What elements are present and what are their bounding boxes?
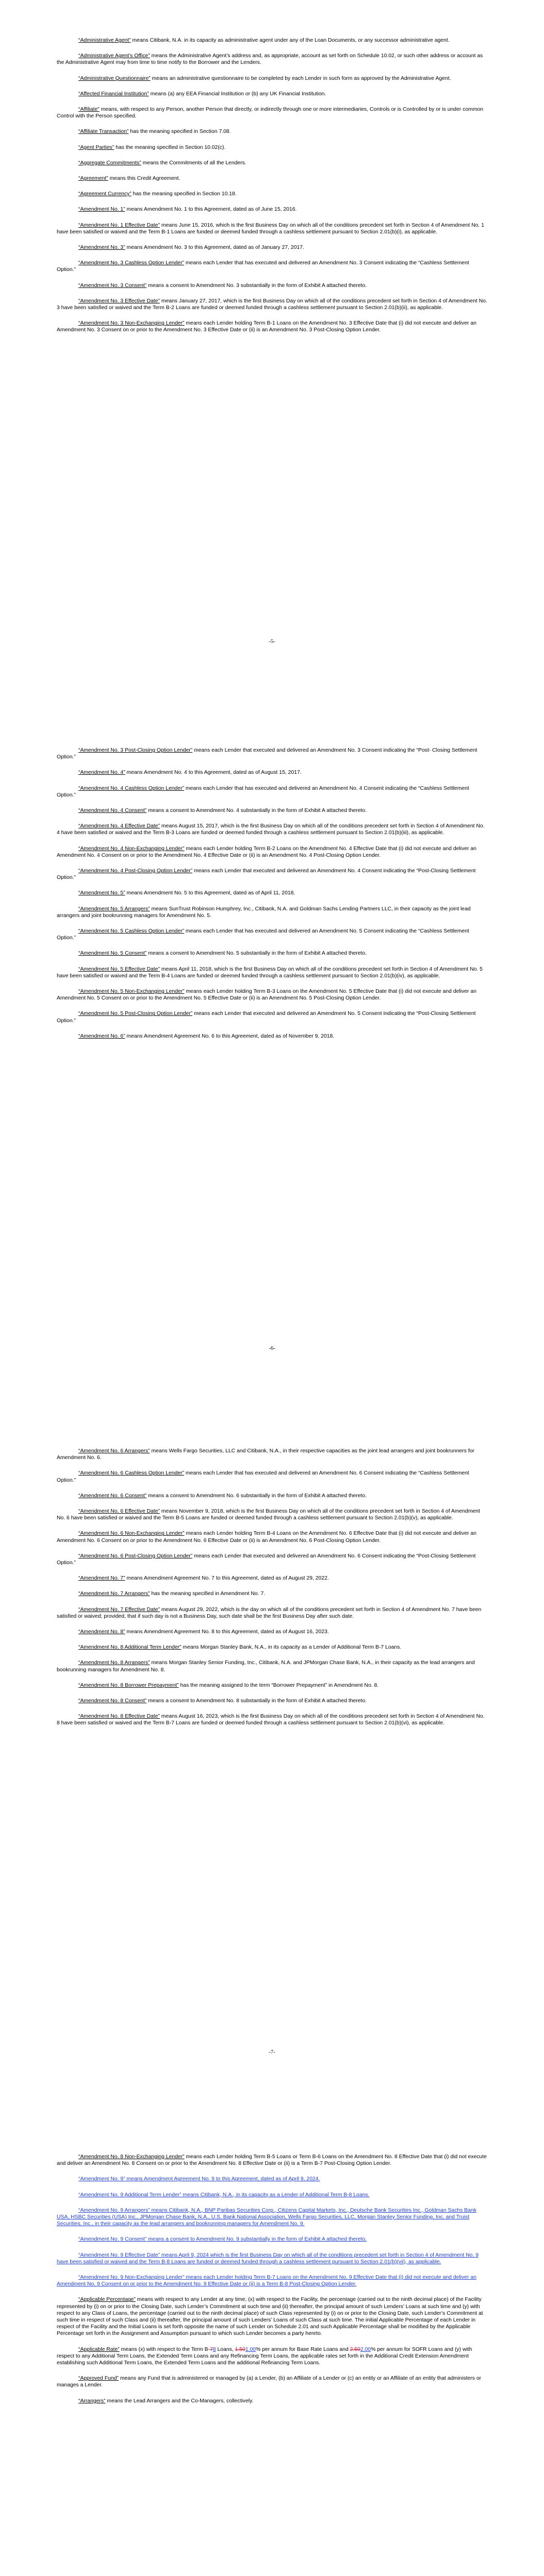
page-7-content xyxy=(0,1448,544,1736)
paragraph-gap xyxy=(57,1727,487,1736)
paragraph-gap xyxy=(57,2337,487,2346)
paragraph-gap xyxy=(57,799,487,807)
definition-paragraph xyxy=(57,1590,487,1597)
paragraph-gap xyxy=(57,941,487,950)
paragraph-gap xyxy=(57,44,487,53)
definition-text: means Wells Fargo Securities, LLC and Citibank, N.A., in their respective capacities as the joint lead arrangers and joint bookrunners for Amendment No. 6. xyxy=(57,1448,474,1461)
definition-text: means Amendment Agreement No. 9 to this Agreement, dated as of April 9, 2024. xyxy=(125,2176,320,2182)
page-6 xyxy=(0,747,544,1048)
definition-text: has the meaning specified in Amendment No. 7. xyxy=(150,1591,266,1597)
definition-text: has the meaning specified in Section 10.02(c). xyxy=(114,144,226,150)
paragraph-gap xyxy=(57,213,487,222)
defined-term: “Amendment No. 5 Cashless Option Lender” xyxy=(78,928,185,935)
definition-paragraph xyxy=(57,928,487,941)
defined-term: “Amendment No. 6 Non-Exchanging Lender” xyxy=(78,1531,185,1537)
paragraph-gap xyxy=(57,2227,487,2236)
paragraph-gap xyxy=(57,1040,487,1048)
definition-text: means a consent to Amendment No. 3 substantially in the form of Exhibit A attached thereto. xyxy=(146,282,367,289)
paragraph-gap xyxy=(57,97,487,106)
definition-paragraph xyxy=(57,1530,487,1544)
definition-text: means each Lender that has executed and delivered an Amendment No. 5 Consent indicating the “Cashless Settlement Option.” xyxy=(57,928,469,941)
paragraph-gap xyxy=(57,1566,487,1575)
defined-term: “Amendment No. 6 Post-Closing Option Lender” xyxy=(78,1553,193,1559)
defined-term: “Aggregate Commitments” xyxy=(78,160,141,166)
defined-term: “Applicable Percentage” xyxy=(78,2297,136,2303)
definition-text: % per annum for Base Rate Loans and xyxy=(256,2346,350,2352)
inserted-text: 1.00 xyxy=(245,2346,256,2352)
definition-text: means Amendment No. 5 to this Agreement, dated as of April 11, 2018. xyxy=(125,890,295,896)
definition-paragraph xyxy=(57,53,487,66)
definition-paragraph xyxy=(57,1629,487,1635)
page-number-7: -7- xyxy=(269,2049,275,2055)
definition-text: means Citibank, N.A., BNP Paribas Securities Corp., Citizens Capital Markets, Inc., Deutsche Bank Securities Inc., Goldman Sachs Bank USA, HSBC Securities (USA) Inc., JPMorgan Chase Bank, N.A., U.S. Bank National Association, Wells Fargo Securities, LLC, Morgan Stanley Senior Funding, Inc. and Truist Securities, Inc., in their capacity as the lead arrangers and bookrunning managers for Amendment No. 9. xyxy=(57,2207,476,2227)
paragraph-gap xyxy=(57,2389,487,2398)
defined-term: “Amendment No. 7 Arrangers” xyxy=(78,1591,150,1597)
defined-term: “Applicable Rate” xyxy=(78,2346,120,2352)
definition-paragraph xyxy=(57,868,487,881)
deleted-text: 7 xyxy=(210,2346,213,2352)
defined-term: “Amendment No. 8 Consent” xyxy=(78,1698,147,1704)
definition-paragraph xyxy=(57,1713,487,1726)
paragraph-gap xyxy=(57,2198,487,2207)
page-8-content xyxy=(0,2154,544,2413)
definition-text: means April 11, 2018, which is the first Business Day on which all of the conditions precedent set forth in Section 4 of Amendment No. 5 have been satisfied or waived and the Term B-4 Loans are funded or deemed funded through a cashless settlement pursuant to Section 2.01(b)(iv), as applicable. xyxy=(57,966,483,979)
definition-text: means (x) with respect to the Term B- xyxy=(119,2346,210,2352)
deleted-text: 2.50 xyxy=(350,2346,360,2352)
definition-paragraph xyxy=(57,966,487,979)
definition-paragraph xyxy=(57,2398,487,2404)
definition-paragraph xyxy=(57,769,487,776)
definition-paragraph xyxy=(57,2296,487,2337)
definition-paragraph xyxy=(57,1493,487,1499)
defined-term: “Amendment No. 8 Additional Term Lender” xyxy=(78,1645,182,1651)
definition-text: means this Credit Agreement. xyxy=(108,176,180,182)
paragraph-gap xyxy=(57,197,487,206)
definition-paragraph xyxy=(57,906,487,919)
defined-term: “Amendment No. 5 Consent” xyxy=(78,951,147,957)
definition-text: means each Lender that has executed and delivered an Amendment No. 4 Consent indicating the “Cashless Settlement Option.” xyxy=(57,785,469,798)
paragraph-gap xyxy=(57,2243,487,2252)
definition-paragraph xyxy=(57,785,487,799)
definition-paragraph xyxy=(57,1033,487,1040)
defined-term: “Amendment No. 9 Arrangers” xyxy=(78,2207,150,2213)
definition-text: means August 16, 2023, which is the first Business Day on which all of the conditions precedent set forth in Section 4 of Amendment No. 8 have been satisfied or waived and the Term B-7 Loans are funded or deemed funded through a cashless settlement pursuant to Section 2.01(b)(vi), as applicable. xyxy=(57,1714,485,1726)
definition-paragraph xyxy=(57,320,487,333)
definition-text: means any Fund that is administered or managed by (a) a Lender, (b) an Affiliate of a Lender or (c) an entity or an Affiliate of an entity that administers or manages a Lender. xyxy=(57,2376,482,2388)
definition-paragraph xyxy=(57,823,487,836)
paragraph-gap xyxy=(57,837,487,845)
defined-term: “Amendment No. 8 Arrangers” xyxy=(78,1660,150,1666)
page-5-content xyxy=(0,37,544,343)
defined-term: “Administrative Agent” xyxy=(78,38,131,43)
definition-paragraph xyxy=(57,37,487,44)
defined-term: “Agreement Currency” xyxy=(78,191,131,197)
defined-term: “Amendment No. 4 Cashless Option Lender” xyxy=(78,785,185,791)
inserted-text: 8 xyxy=(212,2346,216,2352)
defined-term: “Amendment No. 7 Effective Date” xyxy=(78,1606,160,1613)
defined-term: “Amendment No. 9” xyxy=(78,2176,125,2182)
defined-term: “Amendment No. 8 Effective Date” xyxy=(78,1714,160,1720)
definition-paragraph xyxy=(57,1659,487,1673)
definition-text: means Amendment Agreement No. 6 to this Agreement, dated as of November 9, 2018. xyxy=(125,1033,335,1039)
definition-text: means a consent to Amendment No. 5 substantially in the form of Exhibit A attached thereto. xyxy=(146,951,367,957)
defined-term: “Amendment No. 4 Consent” xyxy=(78,808,147,814)
defined-term: “Amendment No. 6 Effective Date” xyxy=(78,1509,160,1515)
definition-text: means August 29, 2022, which is the day on which all of the conditions precedent set forth in Section 4 of Amendment No. 7 have been satisfied or waived; provided, that if such day is not a Business Day, such date shall be the first Business Day after such date. xyxy=(57,1606,482,1619)
definition-text: means April 9, 2024 which is the first Business Day on which all of the conditions precedent set forth in Section 4 of Amendment No. 9 have been satisfied or waived and the Term B-8 Loans are funded or deemed funded through a cashless settlement pursuant to Section 2.01(b)(vii), as applicable. xyxy=(57,2252,479,2265)
definition-paragraph xyxy=(57,807,487,814)
paragraph-gap xyxy=(57,957,487,966)
defined-term: “Agent Parties” xyxy=(78,144,114,150)
definition-paragraph xyxy=(57,222,487,235)
definition-paragraph xyxy=(57,2274,487,2287)
definition-paragraph xyxy=(57,950,487,957)
definition-paragraph xyxy=(57,2346,487,2367)
definition-text: means the Lead Arrangers and the Co-Managers, collectively. xyxy=(105,2398,254,2404)
paragraph-gap xyxy=(57,1582,487,1590)
paragraph-gap xyxy=(57,1002,487,1010)
paragraph-gap xyxy=(57,1544,487,1553)
defined-term: “Amendment No. 4” xyxy=(78,770,125,776)
definition-paragraph xyxy=(57,1606,487,1620)
paragraph-gap xyxy=(57,1461,487,1470)
definition-paragraph xyxy=(57,244,487,251)
defined-term: “Affiliate Transaction” xyxy=(78,129,129,135)
definition-text: % per annum for SOFR Loans and (y) with respect to any Additional Term Loans, the Extended Term Loans and any Refinancing Term Loans, the applicable rates set forth in the Additional Credit Extension Amendment establishing such Additional Term Loans, the Extended Term Loans and the additional Refinancing Term Loans. xyxy=(57,2346,472,2366)
definition-text: means August 15, 2017, which is the first Business Day on which all of the conditions precedent set forth in Section 4 of Amendment No. 4 have been satisfied or waived and the Term B-3 Loans are funded or deemed funded through a cashless settlement pursuant to Section 2.01(b)(iii), as applicable. xyxy=(57,823,485,836)
paragraph-gap xyxy=(57,1499,487,1508)
defined-term: “Amendment No. 3 Non-Exchanging Lender” xyxy=(78,320,185,327)
definition-paragraph xyxy=(57,106,487,120)
definition-text: means a consent to Amendment No. 6 substantially in the form of Exhibit A attached thereto. xyxy=(146,1493,367,1499)
defined-term: “Amendment No. 4 Post-Closing Option Lender” xyxy=(78,868,193,874)
definition-text: means with respect to any Lender at any time, (x) with respect to the Facility, the percentage (carried out to the ninth decimal place) of the Facility represented by (i) on or prior to the Closing Date, such Lender’s Commitment at such time and (ii) thereafter, the principal amount of such Lenders’ Loans at such time and (y) with respect to any Class of Loans, the percentage (carried out to the ninth decimal place) of such Class represented by (i) on or prior to the Closing Date, such Lender’s Commitment at such time in respect of such Class and (ii) thereafter, the principal amount of such Lenders’ Loans of such Class at such time. The initial Applicable Percentage of each Lender in respect of the Facility and the Initial Loans is set forth opposite the name of such Lender on Schedule 2.01 and such Applicable Percentage shall be modified by the Applicable Percentage set forth in the Assignment and Assumption pursuant to which such Lender becomes a party hereto. xyxy=(57,2297,483,2337)
definition-text: means Morgan Stanley Bank, N.A., in its capacity as a Lender of Additional Term B-7 Loans. xyxy=(181,1645,402,1651)
paragraph-gap xyxy=(57,1704,487,1713)
paragraph-gap xyxy=(57,120,487,128)
paragraph-gap xyxy=(57,1651,487,1659)
defined-term: “Amendment No. 3 Consent” xyxy=(78,282,147,289)
definition-paragraph xyxy=(57,747,487,760)
defined-term: “Agreement” xyxy=(78,176,108,182)
definition-paragraph xyxy=(57,2192,487,2198)
defined-term: “Amendment No. 9 Effective Date” xyxy=(78,2252,160,2258)
page-number-5: -5- xyxy=(269,639,275,645)
definition-text: means, with respect to any Person, another Person that directly, or indirectly through one or more intermediaries, Controls or is Controlled by or is under common Control with the Person specified. xyxy=(57,107,484,120)
definition-text: means each Lender that executed and delivered an Amendment No. 3 Consent indicating the “Post- Closing Settlement Option.” xyxy=(57,748,477,760)
defined-term: “Amendment No. 9 Non-Exchanging Lender” xyxy=(78,2275,185,2281)
page-6-content xyxy=(0,747,544,1048)
defined-term: “Amendment No. 7” xyxy=(78,1575,125,1582)
defined-term: “Amendment No. 5 Effective Date” xyxy=(78,966,160,972)
definition-text: has the meaning specified in Section 7.08. xyxy=(128,129,231,135)
definition-paragraph xyxy=(57,988,487,1002)
paragraph-gap xyxy=(57,1689,487,1698)
paragraph-gap xyxy=(57,274,487,282)
definition-paragraph xyxy=(57,91,487,97)
page-7 xyxy=(0,1448,544,1736)
paragraph-gap xyxy=(57,182,487,191)
paragraph-gap xyxy=(57,2366,487,2375)
paragraph-gap xyxy=(57,2183,487,2192)
definition-text: means each Lender holding Term B-3 Loans on the Amendment No. 5 Effective Date that (i) did not execute and deliver an Amendment No. 5 Consent on or prior to the Amendment No. 5 Effective Date or (ii) is an Amendment No. 5 Post-Closing Option Lender. xyxy=(57,989,476,1002)
defined-term: “Affected Financial Institution” xyxy=(78,91,149,97)
defined-term: “Amendment No. 8 Borrower Prepayment” xyxy=(78,1682,179,1688)
definition-text: means each Lender that executed and delivered an Amendment No. 5 Consent indicating the “Post-Closing Settlement Option.” xyxy=(57,1011,476,1024)
definition-text: means Amendment No. 4 to this Agreement, dated as of August 15, 2017. xyxy=(125,770,302,776)
paragraph-gap xyxy=(57,1521,487,1530)
paragraph-gap xyxy=(57,311,487,320)
definition-text: means June 15, 2016, which is the first Business Day on which all of the conditions precedent set forth in Section 4 of Amendment No. 1 have been satisfied or waived and the Term B-1 Loans are funded or deemed funded through a cashless settlement pursuant to Section 2.01(b)(i), as applicable. xyxy=(57,222,485,235)
defined-term: “Amendment No. 3 Cashless Option Lender” xyxy=(78,260,185,266)
paragraph-gap xyxy=(57,135,487,144)
definition-paragraph xyxy=(57,206,487,213)
paragraph-gap xyxy=(57,2265,487,2274)
definition-text: Loans, xyxy=(216,2346,235,2352)
definition-paragraph xyxy=(57,298,487,311)
defined-term: “Approved Fund” xyxy=(78,2376,119,2382)
definition-paragraph xyxy=(57,1575,487,1582)
paragraph-gap xyxy=(57,897,487,906)
page-number-6: -6- xyxy=(269,1346,275,1351)
defined-term: “Amendment No. 6” xyxy=(78,1033,125,1039)
paragraph-gap xyxy=(57,760,487,769)
paragraph-gap xyxy=(57,289,487,298)
defined-term: “Amendment No. 3 Post-Closing Option Lender” xyxy=(78,748,193,753)
definition-paragraph xyxy=(57,2236,487,2243)
defined-term: “Amendment No. 9 Additional Term Lender” xyxy=(78,2192,182,2198)
definition-paragraph xyxy=(57,1448,487,1461)
defined-term: “Amendment No. 5 Non-Exchanging Lender” xyxy=(78,989,185,995)
definition-text: has the meaning assigned to the term “Borrower Prepayment” in Amendment No. 8. xyxy=(178,1682,379,1688)
definition-text: means Amendment No. 3 to this Agreement, dated as of January 27, 2017. xyxy=(125,245,304,251)
definition-paragraph xyxy=(57,1553,487,1566)
paragraph-gap xyxy=(57,814,487,823)
paragraph-gap xyxy=(57,235,487,244)
definition-text: means November 9, 2018, which is the first Business Day on which all of the conditions precedent set forth in Section 4 of Amendment No. 6 have been satisfied or waived and the Term B-5 Loans are funded or deemed funded through a cashless settlement pursuant to Section 2.01(b)(v), as applicable. xyxy=(57,1509,480,1521)
definition-paragraph xyxy=(57,2207,487,2228)
defined-term: “Amendment No. 1” xyxy=(78,207,125,213)
definition-text: means each Lender that executed and delivered an Amendment No. 6 Consent indicating the “Post-Closing Settlement Option.” xyxy=(57,1553,476,1566)
definition-paragraph xyxy=(57,2252,487,2265)
definition-text: means Amendment Agreement No. 8 to this Agreement, dated as of August 16, 2023. xyxy=(125,1629,329,1635)
definition-text: means Citibank, N.A., in its capacity as a Lender of Additional Term B-8 Loans. xyxy=(181,2192,370,2198)
paragraph-gap xyxy=(57,979,487,988)
definition-text: means each Lender holding Term B-7 Loans on the Amendment No. 9 Effective Date that (i) did not execute and deliver an Amendment No. 9 Consent on or prior to the Amendment No. 9 Effective Date or (ii) is a Term B-8 Post-Closing Option Lender. xyxy=(57,2275,476,2287)
definition-text: means Morgan Stanley Senior Funding, Inc., Citibank, N.A. and JPMorgan Chase Bank, N.A., in their capacity as the lead arrangers and bookrunning managers for Amendment No. 8. xyxy=(57,1660,475,1673)
definition-text: means a consent to Amendment No. 9 substantially in the form of Exhibit A attached thereto. xyxy=(146,2236,367,2243)
paragraph-gap xyxy=(57,776,487,785)
definition-text: means Citibank, N.A. in its capacity as administrative agent under any of the Loan Documents, or any successor administrative agent. xyxy=(130,38,450,43)
defined-term: “Administrative Agent’s Office” xyxy=(78,53,150,59)
definition-text: means an administrative questionnaire to be completed by each Lender in such form as approved by the Administrative Agent. xyxy=(150,75,451,81)
definition-paragraph xyxy=(57,128,487,135)
deleted-text: 1.50 xyxy=(235,2346,245,2352)
definition-paragraph xyxy=(57,1010,487,1024)
definition-text: means a consent to Amendment No. 4 substantially in the form of Exhibit A attached thereto. xyxy=(146,808,367,814)
definition-text: means each Lender holding Term B-5 Loans or Term B-6 Loans on the Amendment No. 8 Effective Date that (i) did not execute and deliver an Amendment No. 8 Consent on or prior to the Amendment No. 8 Effective Date or (ii) is a Term B-7 Post-Closing Option Lender. xyxy=(57,2154,487,2167)
definition-text: means the Administrative Agent’s address and, as appropriate, account as set forth on Schedule 10.02, or such other address or account as the Administrative Agent may from time to time notify to the Borrower and the Lenders. xyxy=(57,53,483,66)
definition-text: means Amendment Agreement No. 7 to this Agreement, dated as of August 29, 2022. xyxy=(125,1575,329,1582)
definition-paragraph xyxy=(57,1698,487,1704)
definition-paragraph xyxy=(57,1508,487,1521)
paragraph-gap xyxy=(57,82,487,91)
definition-text: means Amendment No. 1 to this Agreement, dated as of June 15, 2016. xyxy=(125,207,297,213)
definition-text: means each Lender that has executed and delivered an Amendment No. 6 Consent indicating the “Cashless Settlement Option.” xyxy=(57,1470,469,1483)
definition-text: means each Lender holding Term B-4 Loans on the Amendment No. 6 Effective Date that (i) did not execute and deliver an Amendment No. 6 Consent on or prior to the Amendment No. 6 Effective Date or (ii) is an Amendment No. 6 Post-Closing Option Lender. xyxy=(57,1531,476,1544)
defined-term: “Amendment No. 5 Post-Closing Option Lender” xyxy=(78,1011,193,1017)
paragraph-gap xyxy=(57,881,487,890)
definition-text: means each Lender holding Term B-2 Loans on the Amendment No. 4 Effective Date that (i) did not execute and deliver an Amendment No. 4 Consent on or prior to the Amendment No. 4 Effective Date or (ii) is an Amendment No. 4 Post-Closing Option Lender. xyxy=(57,845,476,858)
definition-text: means January 27, 2017, which is the first Business Day on which all of the conditions precedent set forth in Section 4 of Amendment No. 3 have been satisfied or waived and the Term B-2 Loans are funded or deemed funded through a cashless settlement pursuant to Section 2.01(b)(ii), as applicable. xyxy=(57,298,487,311)
defined-term: “Amendment No. 4 Non-Exchanging Lender” xyxy=(78,845,185,852)
inserted-text: 2.00 xyxy=(360,2346,371,2352)
defined-term: “Affiliate” xyxy=(78,107,100,113)
defined-term: “Amendment No. 8 Non-Exchanging Lender” xyxy=(78,2154,185,2160)
definition-paragraph xyxy=(57,845,487,859)
page-5 xyxy=(0,37,544,343)
definition-paragraph xyxy=(57,2176,487,2182)
defined-term: “Amendment No. 3 Effective Date” xyxy=(78,298,160,304)
definition-paragraph xyxy=(57,1470,487,1483)
definition-paragraph xyxy=(57,1682,487,1689)
paragraph-gap xyxy=(57,2404,487,2413)
paragraph-gap xyxy=(57,1635,487,1644)
paragraph-gap xyxy=(57,859,487,868)
defined-term: “Amendment No. 3” xyxy=(78,245,125,251)
definition-paragraph xyxy=(57,160,487,166)
paragraph-gap xyxy=(57,1024,487,1033)
definition-text: means the Commitments of all the Lenders. xyxy=(141,160,246,166)
definition-paragraph xyxy=(57,890,487,896)
definition-text: means a consent to Amendment No. 8 substantially in the form of Exhibit A attached thereto. xyxy=(146,1698,367,1704)
definition-paragraph xyxy=(57,1644,487,1651)
definition-paragraph xyxy=(57,2154,487,2167)
defined-term: “Amendment No. 4 Effective Date” xyxy=(78,823,160,829)
paragraph-gap xyxy=(57,1484,487,1493)
defined-term: “Administrative Questionnaire” xyxy=(78,75,151,81)
definition-paragraph xyxy=(57,191,487,197)
paragraph-gap xyxy=(57,1598,487,1606)
paragraph-gap xyxy=(57,66,487,75)
defined-term: “Amendment No. 6 Arrangers” xyxy=(78,1448,150,1454)
definition-paragraph xyxy=(57,2375,487,2388)
paragraph-gap xyxy=(57,166,487,175)
definition-paragraph xyxy=(57,175,487,182)
definition-paragraph xyxy=(57,260,487,273)
definition-text: means SunTrust Robinson Humphrey, Inc., Citibank, N.A. and Goldman Sachs Lending Partners LLC, in their capacity as the joint lead arrangers and joint bookrunning managers for Amendment No. 5. xyxy=(57,906,471,919)
defined-term: “Amendment No. 1 Effective Date” xyxy=(78,222,160,228)
definition-text: means each Lender that executed and delivered an Amendment No. 4 Consent indicating the “Post-Closing Settlement Option.” xyxy=(57,868,476,881)
definition-paragraph xyxy=(57,282,487,289)
paragraph-gap xyxy=(57,334,487,343)
defined-term: “Amendment No. 5 Arrangers” xyxy=(78,906,150,912)
defined-term: “Amendment No. 9 Consent” xyxy=(78,2236,147,2243)
paragraph-gap xyxy=(57,2287,487,2296)
definition-paragraph xyxy=(57,144,487,151)
paragraph-gap xyxy=(57,919,487,928)
defined-term: “Amendment No. 5” xyxy=(78,890,125,896)
defined-term: “Amendment No. 6 Consent” xyxy=(78,1493,147,1499)
definition-text: means (a) any EEA Financial Institution or (b) any UK Financial Institution. xyxy=(149,91,326,97)
definition-text: has the meaning specified in Section 10.18. xyxy=(131,191,237,197)
defined-term: “Arrangers” xyxy=(78,2398,106,2404)
paragraph-gap xyxy=(57,1620,487,1629)
definition-text: means each Lender that has executed and delivered an Amendment No. 3 Consent indicating the “Cashless Settlement Option.” xyxy=(57,260,469,273)
defined-term: “Amendment No. 6 Cashless Option Lender” xyxy=(78,1470,185,1477)
paragraph-gap xyxy=(57,251,487,260)
page-8 xyxy=(0,2154,544,2413)
defined-term: “Amendment No. 8” xyxy=(78,1629,125,1635)
paragraph-gap xyxy=(57,1673,487,1682)
paragraph-gap xyxy=(57,151,487,160)
definition-paragraph xyxy=(57,75,487,82)
definition-text: means each Lender holding Term B-1 Loans on the Amendment No. 3 Effective Date that (i) did not execute and deliver an Amendment No. 3 Consent on or prior to the Amendment No. 3 Effective Date or (ii) is an Amendment No. 3 Post-Closing Option Lender. xyxy=(57,320,476,333)
paragraph-gap xyxy=(57,2167,487,2176)
